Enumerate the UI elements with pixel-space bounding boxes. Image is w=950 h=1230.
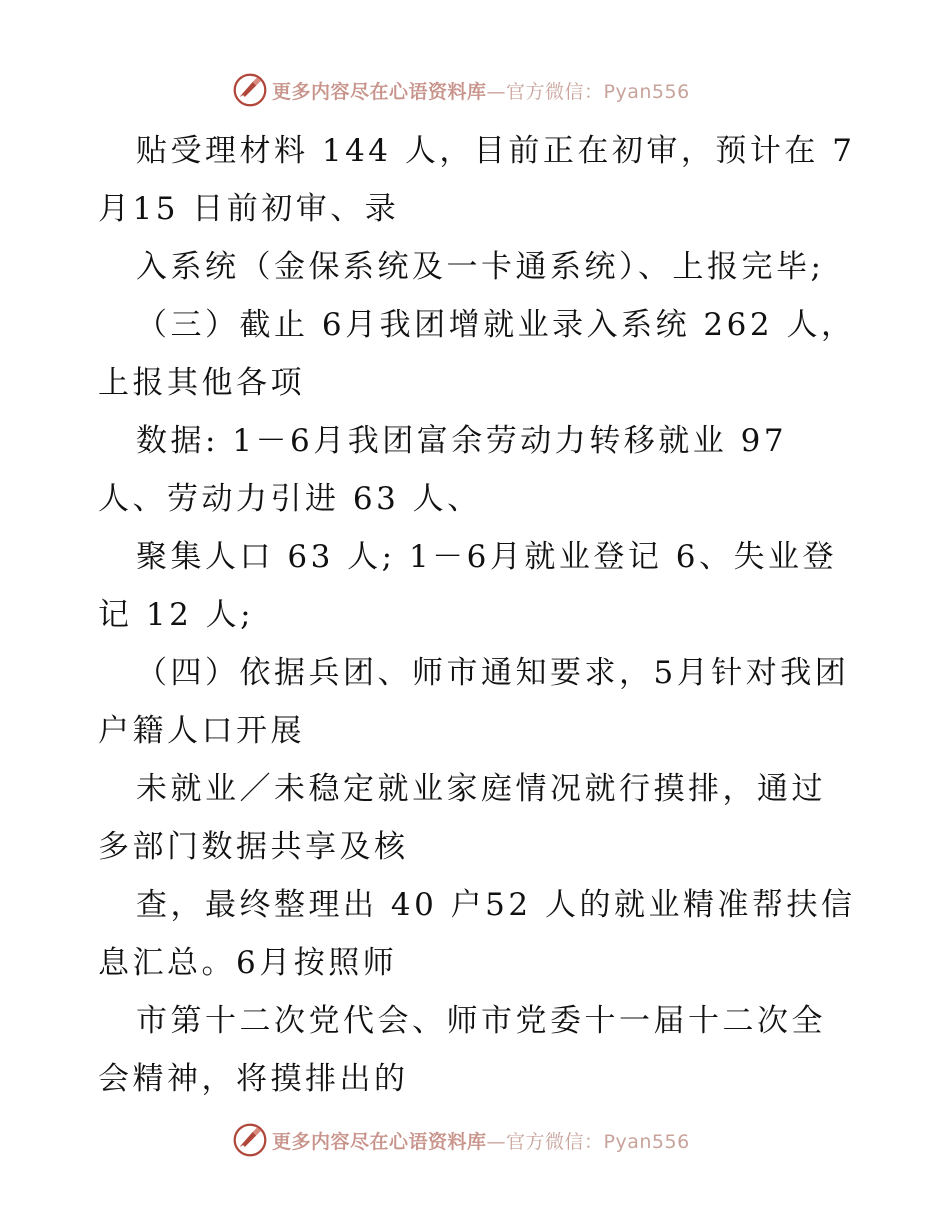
watermark-contact: —官方微信：Pyan556 <box>486 80 690 103</box>
paragraph: （四）依据兵团、师市通知要求，5月针对我团户籍人口开展 <box>98 655 850 749</box>
footer-watermark <box>232 1120 690 1160</box>
logo-icon <box>232 72 268 108</box>
watermark-text <box>272 77 690 104</box>
paragraph: （三）截止 6月我团增就业录入系统 262 人，上报其他各项 <box>98 307 856 401</box>
watermark-text <box>272 1127 690 1154</box>
watermark-brand: 更多内容尽在心语资料库 <box>272 1130 487 1153</box>
watermark-brand: 更多内容尽在心语资料库 <box>272 80 487 103</box>
paragraph: 入系统（金保系统及一卡通系统）、上报完毕; <box>136 249 825 285</box>
paragraph: 聚集人口 63 人; 1－6月就业登记 6、失业登记 12 人; <box>98 539 837 633</box>
paragraph: 贴受理材料 144 人，目前正在初审，预计在 7 月15 日前初审、录 <box>98 133 856 227</box>
paragraph: 查，最终整理出 40 户52 人的就业精准帮扶信息汇总。6月按照师 <box>98 887 856 981</box>
paragraph: 数据: 1－6月我团富余劳动力转移就业 97 人、劳动力引进 63 人、 <box>98 423 788 517</box>
header-watermark <box>232 70 690 110</box>
watermark-contact: —官方微信：Pyan556 <box>486 1130 690 1153</box>
document-body <box>98 122 858 1108</box>
paragraph: 市第十二次党代会、师市党委十一届十二次全会精神，将摸排出的 <box>98 1003 826 1097</box>
logo-icon <box>232 1122 268 1158</box>
paragraph: 未就业／未稳定就业家庭情况就行摸排，通过多部门数据共享及核 <box>98 771 826 865</box>
